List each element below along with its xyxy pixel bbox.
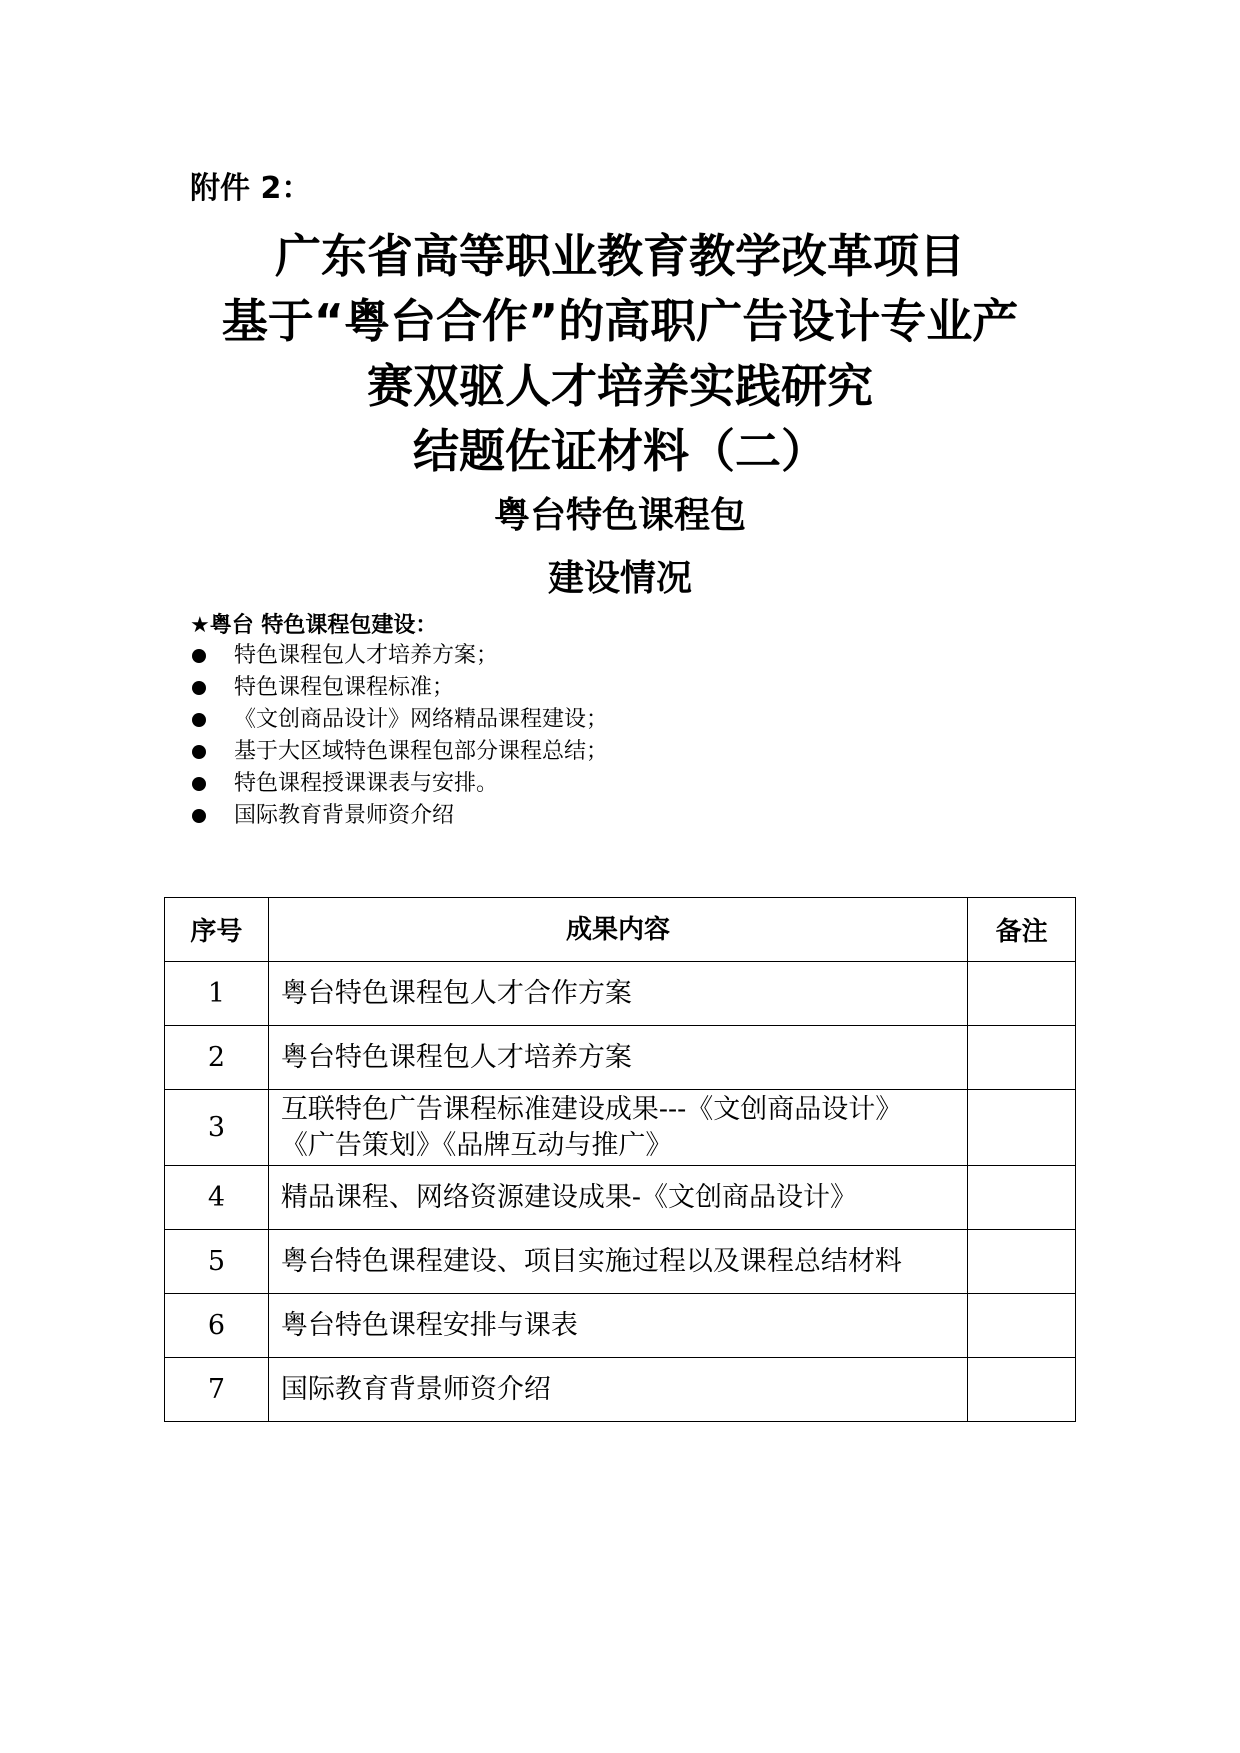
row-note <box>968 1026 1076 1090</box>
list-item <box>190 768 608 800</box>
table-row <box>165 1090 1076 1166</box>
bullet-icon <box>192 649 206 663</box>
row-content-text: 粤台特色课程包人才合作方案 <box>280 977 632 1009</box>
title-line-4: 结题佐证材料（二） <box>413 424 827 478</box>
subtitle-line-2: 建设情况 <box>547 558 692 599</box>
list-item-text: 特色课程授课课表与安排。 <box>234 771 499 796</box>
results-table <box>164 897 1076 1422</box>
row-no: 6 <box>165 1294 269 1358</box>
row-no: 3 <box>165 1090 269 1166</box>
row-content-text: 粤台特色课程安排与课表 <box>280 1309 578 1341</box>
row-note <box>968 1358 1076 1422</box>
header-note: 备注 <box>968 898 1076 962</box>
bullet-icon <box>192 809 206 823</box>
section-heading: ★粤台 特色课程包建设： <box>190 613 438 638</box>
subtitle-line-1: 粤台特色课程包 <box>493 495 746 536</box>
list-item <box>190 640 608 672</box>
list-item-text: 基于大区域特色课程包部分课程总结； <box>234 739 609 764</box>
row-content-text: 精品课程、网络资源建设成果-《文创商品设计》 <box>280 1181 857 1213</box>
row-note <box>968 1294 1076 1358</box>
row-content-text: 粤台特色课程包人才培养方案 <box>280 1041 632 1073</box>
row-content-text-line-1: 互联特色广告课程标准建设成果---《文创商品设计》 <box>280 1093 903 1125</box>
header-no: 序号 <box>165 898 269 962</box>
row-note <box>968 1166 1076 1230</box>
row-no: 5 <box>165 1230 269 1294</box>
table-header-row <box>165 898 1076 962</box>
row-no: 4 <box>165 1166 269 1230</box>
row-content <box>268 962 967 1026</box>
list-item <box>190 704 608 736</box>
table-row <box>165 1358 1076 1422</box>
row-content-text-line-2: 《广告策划》《品牌互动与推广》 <box>280 1129 673 1161</box>
row-content <box>268 1294 967 1358</box>
row-content <box>268 1026 967 1090</box>
row-content <box>268 1230 967 1294</box>
list-item <box>190 800 608 832</box>
row-content-text: 国际教育背景师资介绍 <box>280 1373 551 1405</box>
table-row <box>165 1026 1076 1090</box>
row-content <box>268 1358 967 1422</box>
row-content <box>268 1090 967 1166</box>
attachment-label: 附件 2： <box>190 171 312 206</box>
row-note <box>968 962 1076 1026</box>
row-content <box>268 1166 967 1230</box>
row-content-text: 粤台特色课程建设、项目实施过程以及课程总结材料 <box>280 1245 902 1277</box>
list-item-text: 特色课程包人才培养方案； <box>234 643 499 668</box>
row-note <box>968 1230 1076 1294</box>
table-row <box>165 1294 1076 1358</box>
list-item-text: 特色课程包课程标准； <box>234 675 455 700</box>
list-item-text: 《文创商品设计》网络精品课程建设； <box>234 707 609 732</box>
bullet-icon <box>192 745 206 759</box>
title-line-2: 基于“粤台合作”的高职广告设计专业产 <box>221 294 1019 348</box>
bullet-list <box>190 640 608 832</box>
row-note <box>968 1090 1076 1166</box>
row-no: 1 <box>165 962 269 1026</box>
title-line-1: 广东省高等职业教育教学改革项目 <box>275 229 965 283</box>
row-no: 7 <box>165 1358 269 1422</box>
header-content: 成果内容 <box>268 898 967 962</box>
list-item <box>190 736 608 768</box>
bullet-icon <box>192 777 206 791</box>
table-row <box>165 962 1076 1026</box>
list-item <box>190 672 608 704</box>
table-row <box>165 1230 1076 1294</box>
bullet-icon <box>192 681 206 695</box>
list-item-text: 国际教育背景师资介绍 <box>234 803 455 828</box>
bullet-icon <box>192 713 206 727</box>
row-no: 2 <box>165 1026 269 1090</box>
table-row <box>165 1166 1076 1230</box>
title-line-3: 赛双驱人才培养实践研究 <box>367 359 873 413</box>
